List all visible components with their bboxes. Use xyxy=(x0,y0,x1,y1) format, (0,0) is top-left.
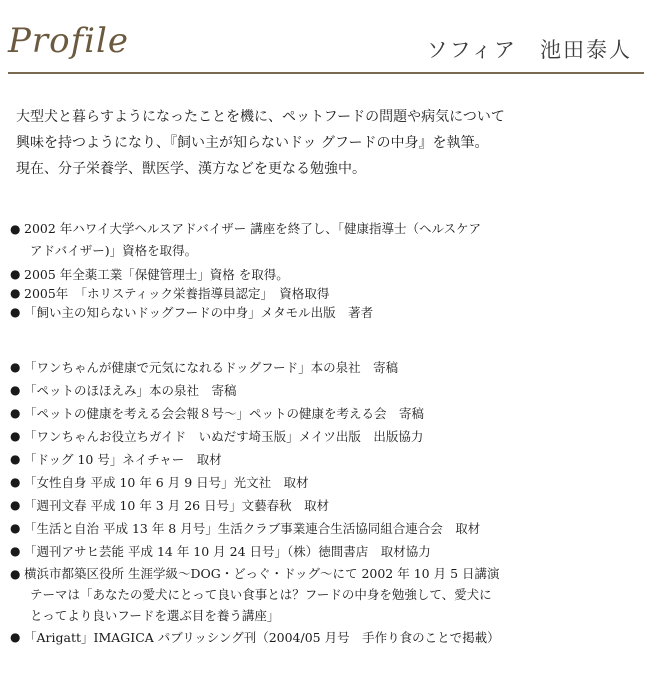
list-item-text: テーマは「あなたの愛犬にとって良い食事とは？フードの中身を勉強して、愛犬に xyxy=(30,587,492,602)
list-item xyxy=(10,303,640,322)
list-item xyxy=(10,218,640,262)
list-item-text: ● 「ペットの健康を考える会会報８号～」ペットの健康を考える会 寄稿 xyxy=(24,406,425,421)
list-item xyxy=(10,494,640,517)
intro-line: 大型犬と暮らすようになったことを機に、ペットフードの問題や病気について xyxy=(16,109,505,125)
list-item-text: ● 2005 年全薬工業「保健管理士」資格 を取得。 xyxy=(24,267,289,282)
list-item xyxy=(10,448,640,471)
list-item xyxy=(10,356,640,379)
list-item-text: とってより良いフードを選ぶ目を養う講座」 xyxy=(30,608,280,623)
list-item xyxy=(10,563,640,626)
qualifications-list xyxy=(10,218,640,322)
list-item xyxy=(10,540,640,563)
list-item xyxy=(10,284,640,303)
list-item xyxy=(10,425,640,448)
list-item-text: ● 「女性自身 平成 10 年 6 月 9 日号」光文社 取材 xyxy=(24,475,309,490)
list-item-text: ● 横浜市都築区役所 生涯学級～DOG・どっぐ・ドッグ～にて 2002 年 10 月 5 日講演 xyxy=(24,566,500,581)
list-item xyxy=(10,402,640,425)
intro-line: 興味を持つようになり、『飼い主が知らないドッ グフードの中身』を執筆。 xyxy=(16,135,489,151)
page-title: Profile xyxy=(8,21,130,61)
list-item-text: ● 2005年 「ホリスティック栄養指導員認定」 資格取得 xyxy=(24,286,330,301)
list-item xyxy=(10,626,640,649)
list-item-text: ● 「飼い主の知らないドッグフードの中身」メタモル出版 著者 xyxy=(24,305,374,320)
list-item-text: ● 「週刊文春 平成 10 年 3 月 26 日号」文藝春秋 取材 xyxy=(24,498,330,513)
list-item xyxy=(10,517,640,540)
list-item-text: ● 「ドッグ 10 号」ネイチャー 取材 xyxy=(24,452,222,467)
header-divider xyxy=(8,72,644,74)
list-item xyxy=(10,471,640,494)
list-item-text: アドバイザー)」資格を取得。 xyxy=(30,243,198,258)
list-item-text: ● 「ワンちゃんお役立ちガイド いぬだす埼玉版」メイツ出版 出版協力 xyxy=(24,429,424,444)
profile-header xyxy=(0,0,650,80)
intro-paragraph xyxy=(16,104,636,182)
list-item-text: ● 「ワンちゃんが健康で元気になれるドッグフード」本の泉社 寄稿 xyxy=(24,360,399,375)
list-item-text: ● 「Arigatt」IMAGICA パブリッシング刊（2004/05 月号 手作り食のことで掲載） xyxy=(24,630,500,645)
author-name: ソフィア 池田泰人 xyxy=(426,38,632,62)
list-item xyxy=(10,379,640,402)
list-item-text: ● 「ペットのほほえみ」本の泉社 寄稿 xyxy=(24,383,237,398)
list-item-text: ● 「生活と自治 平成 13 年 8 月号」生活クラブ事業連合生活協同組合連合会 取材 xyxy=(24,521,481,536)
intro-line: 現在、分子栄養学、獣医学、漢方などを更なる勉強中。 xyxy=(16,161,366,177)
media-list xyxy=(10,356,640,649)
list-item-text: ● 「週刊アサヒ芸能 平成 14 年 10 月 24 日号」（株）徳間書店 取材協力 xyxy=(24,544,431,559)
list-item xyxy=(10,265,640,284)
list-item-text: ● 2002 年ハワイ大学ヘルスアドバイザー 講座を終了し、「健康指導士（ヘルスケア xyxy=(24,221,482,236)
